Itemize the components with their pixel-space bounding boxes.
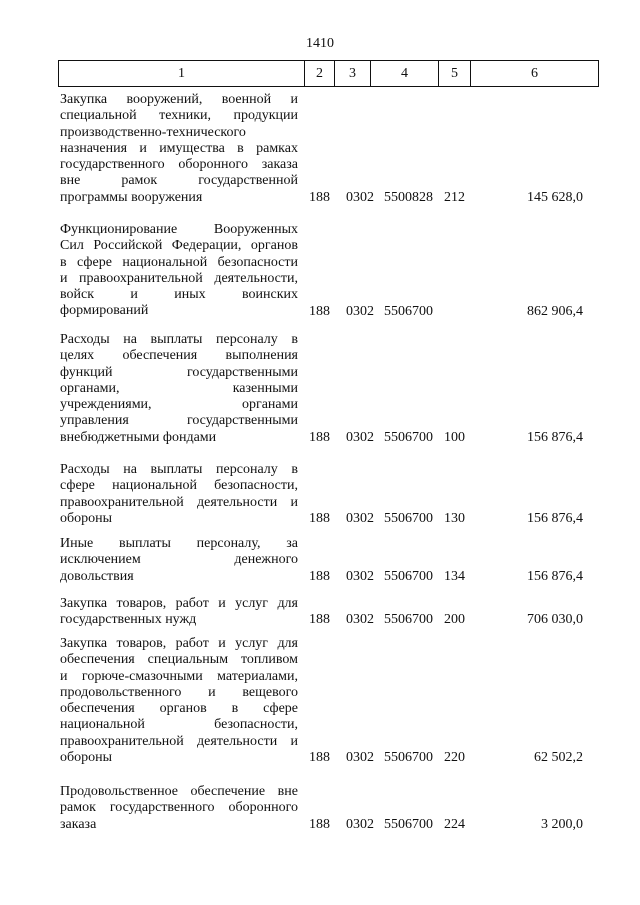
description-line: национальной безопасности, [60, 717, 298, 733]
description-line: в сфере национальной безопасности [60, 254, 298, 270]
target-article-code: 5506700 [384, 750, 433, 766]
description-line: программы вооружения [60, 189, 203, 205]
amount: 62 502,2 [534, 750, 583, 766]
description-line: заказа [60, 816, 97, 832]
row-description [60, 462, 298, 527]
amount: 156 876,4 [527, 429, 583, 445]
ved-code: 188 [309, 568, 330, 584]
ved-code: 188 [309, 510, 330, 526]
expense-type-code: 100 [444, 429, 465, 445]
section-code: 0302 [346, 568, 374, 584]
header-col-4: 4 [371, 61, 439, 86]
description-line: Закупка товаров, работ и услуг для [60, 596, 298, 611]
description-line: правоохранительной деятельности и [60, 733, 298, 749]
description-line: рамок государственного оборонного [60, 800, 298, 816]
description-line: органами, казенными [60, 380, 298, 396]
row-description [60, 536, 298, 585]
description-line: обеспечения специальным топливом [60, 652, 298, 668]
description-line: целях обеспечения выполнения [60, 348, 298, 364]
target-article-code: 5506700 [384, 612, 433, 628]
row-description [60, 332, 298, 446]
description-line: учреждениями, органами [60, 397, 298, 413]
description-line: Закупка вооружений, военной и [60, 92, 298, 107]
expense-type-code: 220 [444, 750, 465, 766]
description-line: функций государственными [60, 364, 298, 380]
expense-type-code: 212 [444, 189, 465, 205]
section-code: 0302 [346, 429, 374, 445]
target-article-code: 5506700 [384, 303, 433, 319]
row-description [60, 222, 298, 320]
description-line: назначения и имущества в рамках [60, 140, 298, 156]
target-article-code: 5506700 [384, 510, 433, 526]
section-code: 0302 [346, 189, 374, 205]
section-code: 0302 [346, 612, 374, 628]
ved-code: 188 [309, 816, 330, 832]
description-line: внебюджетными фондами [60, 429, 217, 445]
description-line: управления государственными [60, 413, 298, 429]
section-code: 0302 [346, 750, 374, 766]
description-line: и горюче-смазочными материалами, [60, 668, 298, 684]
description-line: сфере национальной безопасности, [60, 478, 298, 494]
ved-code: 188 [309, 612, 330, 628]
description-line: Закупка товаров, работ и услуг для [60, 636, 298, 651]
ved-code: 188 [309, 750, 330, 766]
section-code: 0302 [346, 510, 374, 526]
ved-code: 188 [309, 189, 330, 205]
description-line: Расходы на выплаты персоналу в [60, 332, 298, 347]
amount: 145 628,0 [527, 189, 583, 205]
amount: 706 030,0 [527, 612, 583, 628]
description-line: войск и иных воинских [60, 287, 298, 303]
description-line: вне рамок государственной [60, 173, 298, 189]
expense-type-code: 134 [444, 568, 465, 584]
description-line: довольствия [60, 568, 134, 584]
row-description [60, 92, 298, 206]
description-line: производственно-технического [60, 124, 246, 140]
amount: 3 200,0 [541, 816, 583, 832]
description-line: Функционирование Вооруженных [60, 222, 298, 237]
description-line: специальной техники, продукции [60, 108, 298, 124]
target-article-code: 5506700 [384, 429, 433, 445]
header-col-1: 1 [59, 61, 305, 86]
header-col-5: 5 [439, 61, 471, 86]
description-line: правоохранительной деятельности и [60, 494, 298, 510]
description-line: обеспечения органов в сфере [60, 701, 298, 717]
amount: 862 906,4 [527, 303, 583, 319]
description-line: Сил Российской Федерации, органов [60, 238, 298, 254]
description-line: обороны [60, 750, 113, 766]
description-line: Иные выплаты персоналу, за [60, 536, 298, 551]
description-line: Расходы на выплаты персоналу в [60, 462, 298, 477]
header-col-6: 6 [531, 65, 538, 81]
description-line: исключением денежного [60, 552, 298, 568]
description-line: государственного оборонного заказа [60, 157, 298, 173]
section-code: 0302 [346, 816, 374, 832]
description-line: и правоохранительной деятельности, [60, 270, 298, 286]
amount: 156 876,4 [527, 568, 583, 584]
page-number: 1410 [306, 36, 334, 51]
header-col-2: 2 [305, 61, 335, 86]
section-code: 0302 [346, 303, 374, 319]
row-description [60, 784, 298, 833]
target-article-code: 5506700 [384, 568, 433, 584]
description-line: формирований [60, 303, 149, 319]
expense-type-code: 224 [444, 816, 465, 832]
row-description [60, 636, 298, 766]
ved-code: 188 [309, 303, 330, 319]
description-line: государственных нужд [60, 612, 197, 628]
description-line: Продовольственное обеспечение вне [60, 784, 298, 799]
header-col-3: 3 [335, 61, 371, 86]
target-article-code: 5506700 [384, 816, 433, 832]
ved-code: 188 [309, 429, 330, 445]
description-line: обороны [60, 510, 113, 526]
target-article-code: 5500828 [384, 189, 433, 205]
amount: 156 876,4 [527, 510, 583, 526]
row-description [60, 596, 298, 629]
table-header [58, 60, 599, 87]
description-line: продовольственного и вещевого [60, 684, 298, 700]
expense-type-code: 200 [444, 612, 465, 628]
expense-type-code: 130 [444, 510, 465, 526]
